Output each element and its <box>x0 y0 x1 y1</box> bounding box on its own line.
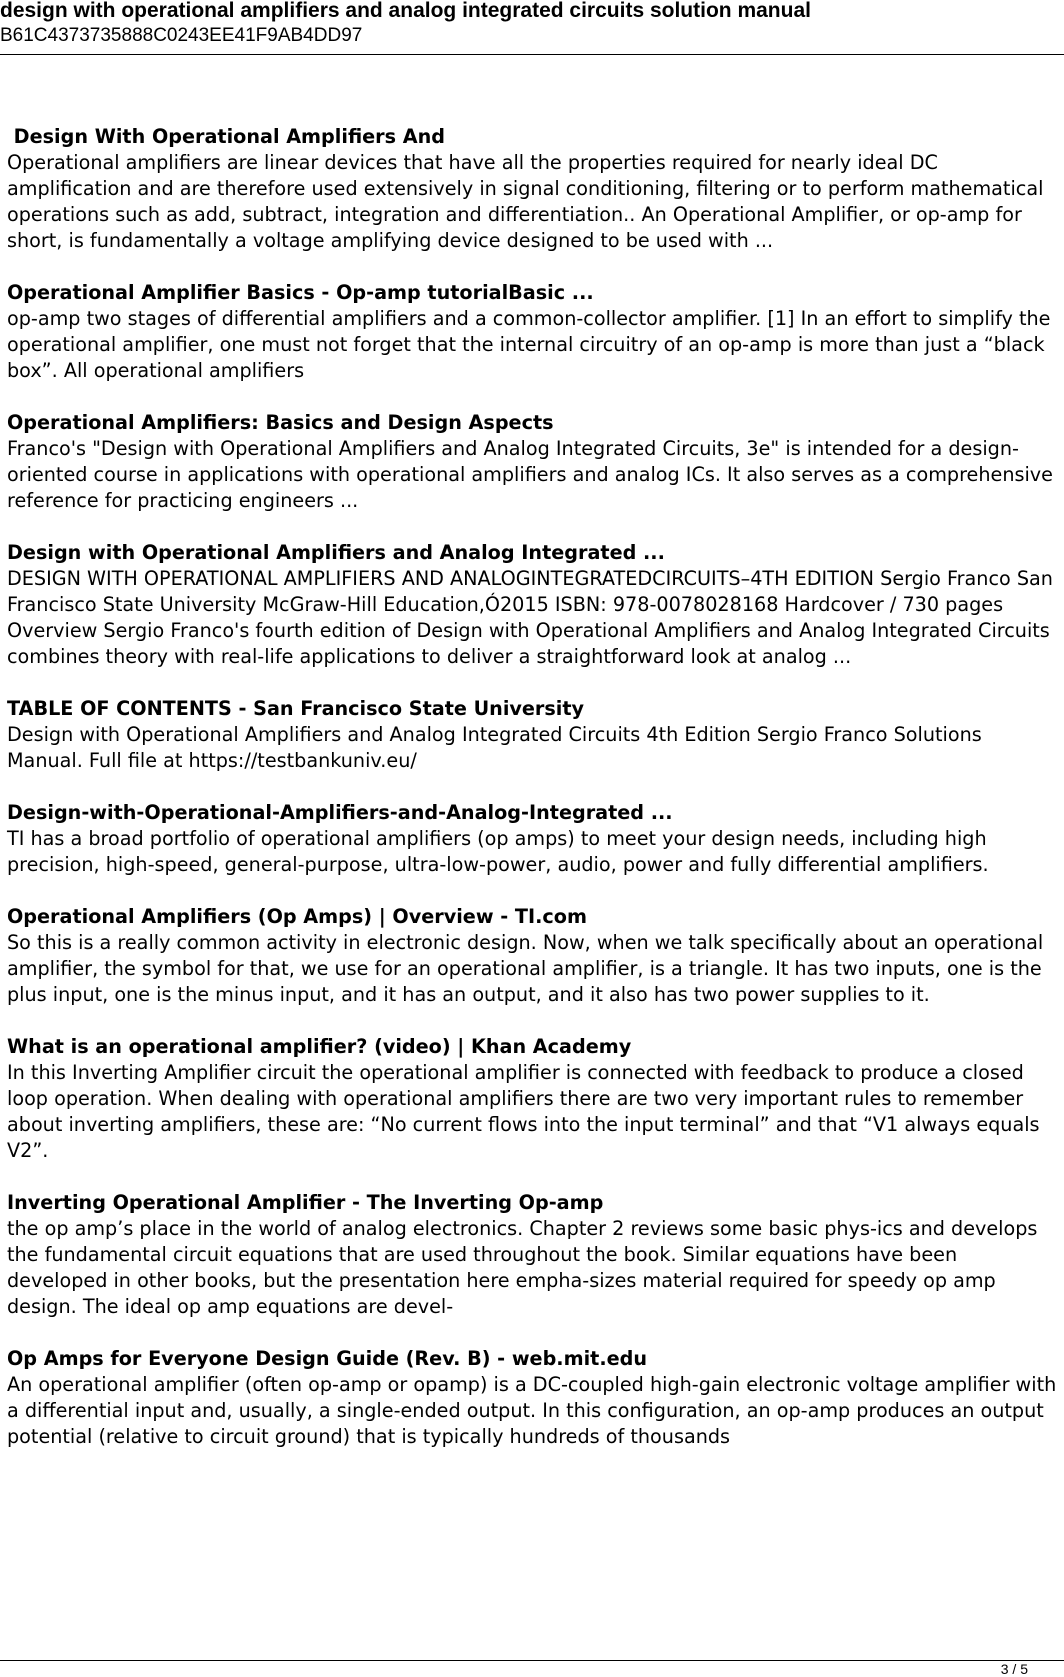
page-number: 3 / 5 <box>1000 1661 1028 1677</box>
section <box>7 280 1061 384</box>
section <box>7 1034 1061 1164</box>
section-body: So this is a really common activity in electronic design. Now, when we talk specifically about an operational amplifier, the symbol for that, we use for an operational amplifier, is a triangle. It has two inputs, one is the plus input, one is the minus input, and it has an output, and it also has two power supplies to it. <box>7 931 1044 1006</box>
section-body: op-amp two stages of differential amplifiers and a common-collector amplifier. [1] In an effort to simplify the operational amplifier, one must not forget that the internal circuitry of an op-amp is more than just a “black box”. All operational amplifiers <box>7 307 1051 382</box>
section <box>7 904 1061 1008</box>
section-body: In this Inverting Amplifier circuit the operational amplifier is connected with feedback to produce a closed loop operation. When dealing with operational amplifiers there are two very important rules to remember about inverting amplifiers, these are: “No current flows into the input terminal” and that “V1 always equals V2”. <box>7 1061 1040 1162</box>
section <box>7 696 1061 774</box>
section-heading: What is an operational amplifier? (video) | Khan Academy <box>7 1035 632 1058</box>
section <box>7 1346 1061 1450</box>
section-heading: Design with Operational Amplifiers and Analog Integrated ... <box>7 541 665 564</box>
section-heading: Design With Operational Amplifiers And <box>7 125 445 148</box>
document-content <box>7 124 1061 1476</box>
section-body: Operational amplifiers are linear devices that have all the properties required for nearly ideal DC amplification and are therefore used extensively in signal conditioning, filtering or to perform mathematical operations such as add, subtract, integration and differentiation.. An Operational Amplifier, or op-amp for short, is fundamentally a voltage amplifying device designed to be used with ... <box>7 151 1044 252</box>
section-heading: Operational Amplifiers: Basics and Design Aspects <box>7 411 554 434</box>
section-body: Design with Operational Amplifiers and Analog Integrated Circuits 4th Edition Sergio Franco Solutions Manual. Full file at https://testbankuniv.eu/ <box>7 723 982 772</box>
section-body: Franco's "Design with Operational Amplifiers and Analog Integrated Circuits, 3e" is intended for a design-oriented course in applications with operational amplifiers and analog ICs. It also serves as a comprehensive reference for practicing engineers ... <box>7 437 1053 512</box>
section-body: TI has a broad portfolio of operational amplifiers (op amps) to meet your design needs, including high precision, high-speed, general-purpose, ultra-low-power, audio, power and fully differential amplifiers. <box>7 827 989 876</box>
document-title: design with operational amplifiers and analog integrated circuits solution manual <box>0 0 811 22</box>
section-heading: Operational Amplifier Basics - Op-amp tutorialBasic ... <box>7 281 594 304</box>
section <box>7 540 1061 670</box>
section-body: An operational amplifier (often op-amp or opamp) is a DC-coupled high-gain electronic voltage amplifier with a differential input and, usually, a single-ended output. In this configuration, an op-amp produces an output potential (relative to circuit ground) that is typically hundreds of thousands <box>7 1373 1057 1448</box>
section-heading: Operational Amplifiers (Op Amps) | Overview - TI.com <box>7 905 587 928</box>
section <box>7 410 1061 514</box>
section <box>7 800 1061 878</box>
section-body: DESIGN WITH OPERATIONAL AMPLIFIERS AND ANALOGINTEGRATEDCIRCUITS–4TH EDITION Sergio Franco San Francisco State University McGraw-Hill Education,Ó2015 ISBN: 978-0078028168 Hardcover / 730 pages Overview Sergio Franco's fourth edition of Design with Operational Amplifiers and Analog Integrated Circuits combines theory with real-life applications to deliver a straightforward look at analog ... <box>7 567 1053 668</box>
document-code: B61C4373735888C0243EE41F9AB4DD97 <box>0 25 363 46</box>
section-heading: TABLE OF CONTENTS - San Francisco State University <box>7 697 585 720</box>
page-footer <box>0 1660 1064 1677</box>
section <box>7 1190 1061 1320</box>
page-header <box>0 0 1064 55</box>
section-heading: Op Amps for Everyone Design Guide (Rev. B) - web.mit.edu <box>7 1347 648 1370</box>
section-heading: Design-with-Operational-Amplifiers-and-Analog-Integrated ... <box>7 801 673 824</box>
section-heading: Inverting Operational Amplifier - The Inverting Op-amp <box>7 1191 604 1214</box>
section-body: the op amp’s place in the world of analog electronics. Chapter 2 reviews some basic phys-ics and develops the fundamental circuit equations that are used throughout the book. Similar equations have been developed in other books, but the presentation here empha-sizes material required for speedy op amp design. The ideal op amp equations are devel- <box>7 1217 1038 1318</box>
section <box>7 124 1061 254</box>
